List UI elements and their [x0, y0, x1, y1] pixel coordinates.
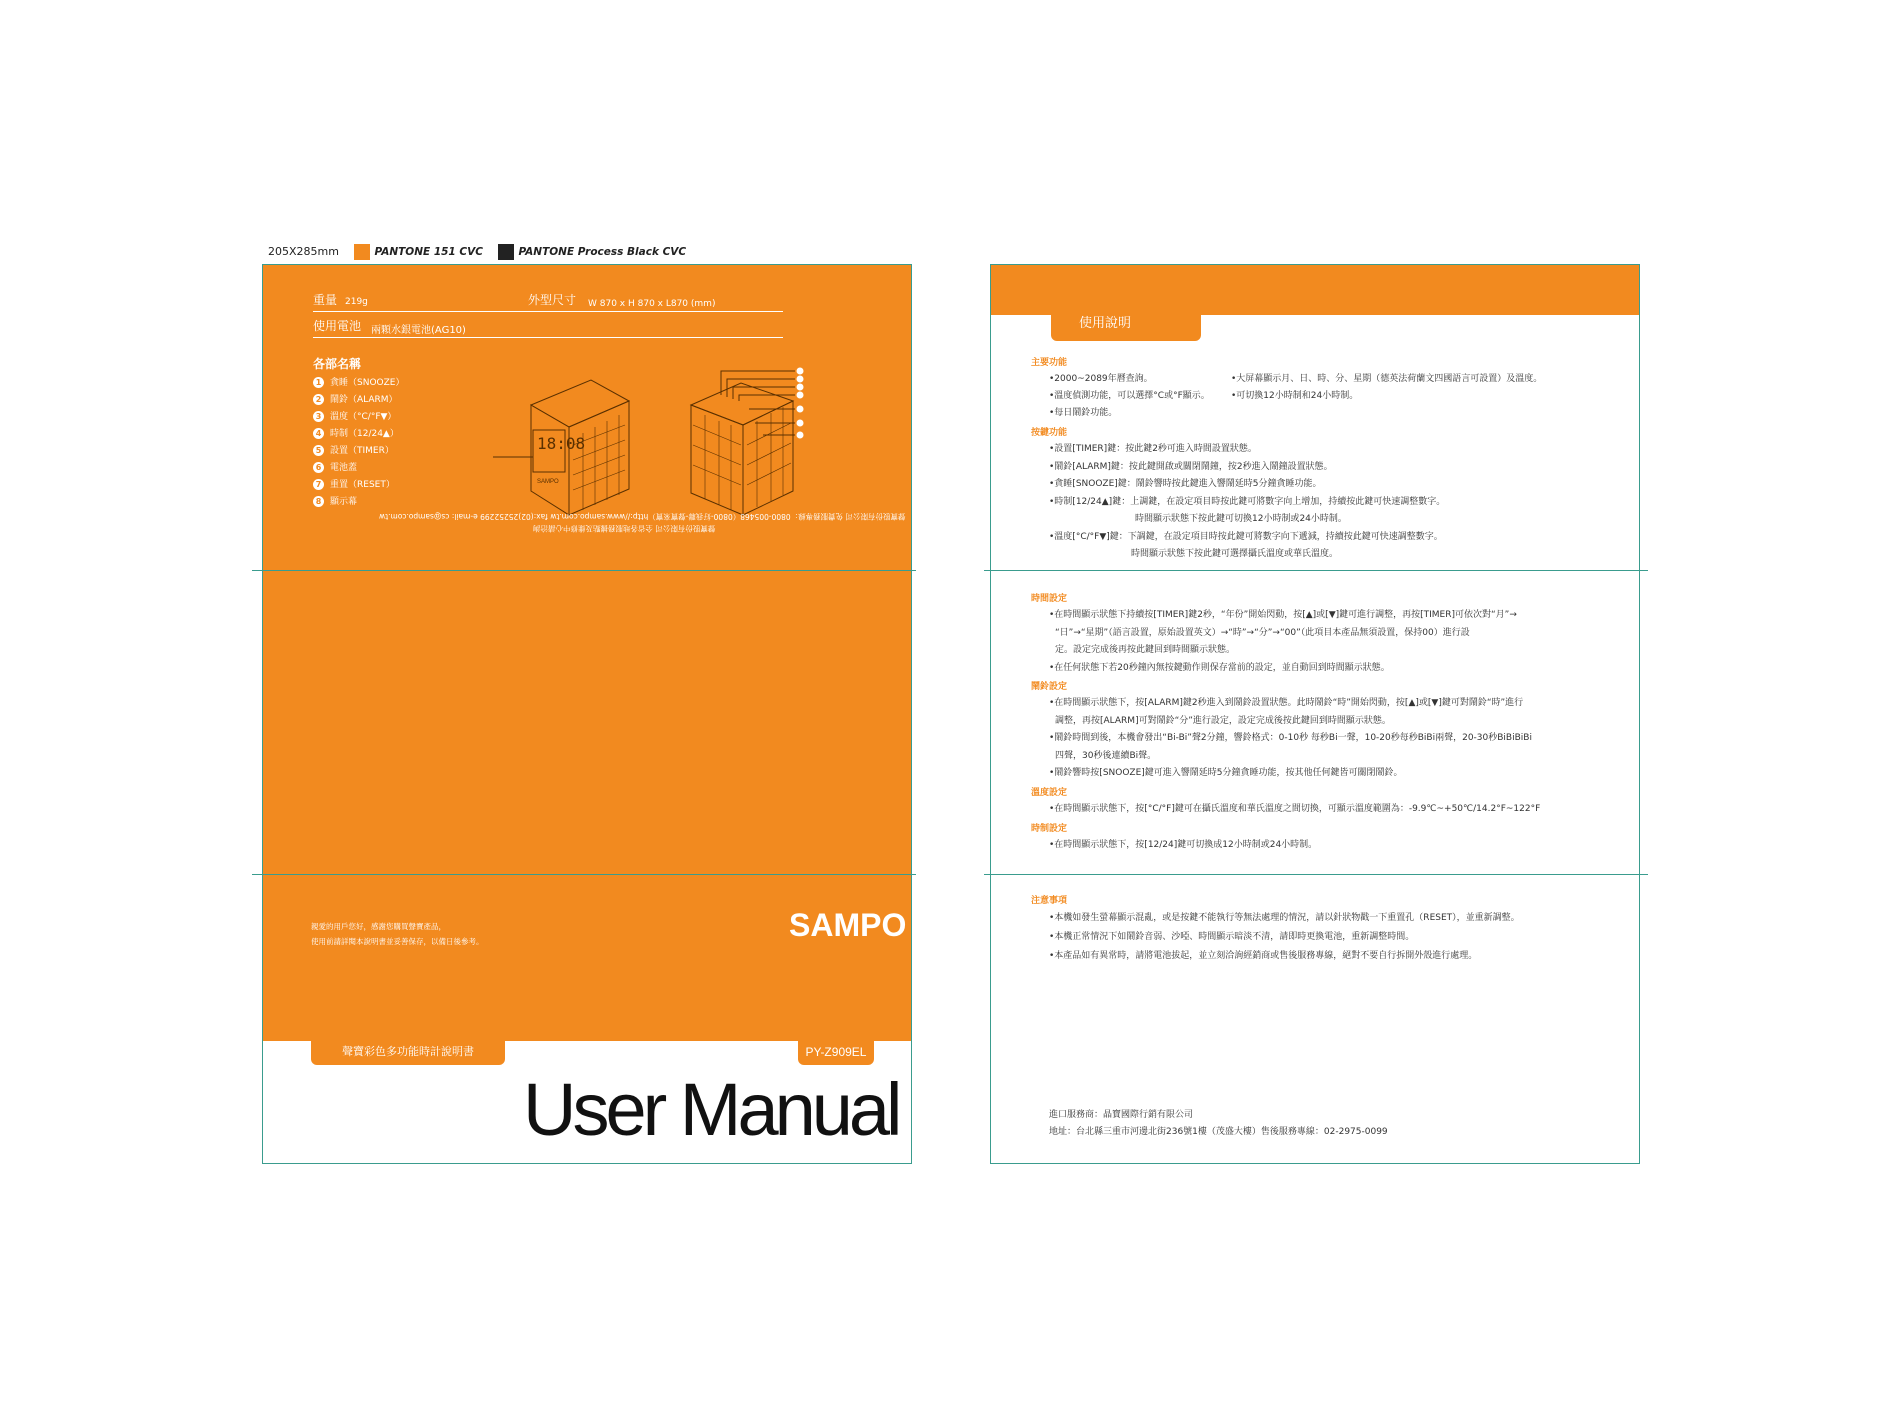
fold-line — [252, 570, 916, 571]
text-line: •在時間顯示狀態下持續按[TIMER]鍵2秒，“年份”開始閃動，按[▲]或[▼]鍵可進行調整，再按[TIMER]可依次對“月”→ — [1049, 610, 1517, 620]
text-line: •本機如發生螢幕顯示混亂，或是按鍵不能執行等無法處理的情況，請以針狀物戳一下重置孔（RESET），並重新調整。 — [1049, 913, 1520, 923]
main-functions-title: 主要功能 — [1031, 358, 1068, 368]
sampo-logo: SAMPO — [789, 907, 907, 943]
model-number-tab: PY-Z909EL — [798, 1041, 874, 1065]
hour-format-title: 時制設定 — [1031, 824, 1068, 834]
clock-display-text: 18:08 — [537, 434, 586, 453]
key-item: •設置[TIMER]鍵：按此鍵2秒可進入時間設置狀態。 — [1049, 444, 1257, 454]
cover-sheet — [262, 264, 912, 1164]
color-spec-bar — [268, 244, 686, 260]
upside-down-line-2: 聲寶股份有限公司 全省各地服務據點及維修中心請洽詢 — [533, 524, 716, 533]
fold-line — [252, 874, 916, 875]
product-title-tab: 聲寶彩色多功能時計說明書 — [311, 1041, 505, 1065]
battery-label: 使用電池 — [313, 319, 362, 333]
cover-notes — [311, 919, 484, 949]
notes-title: 注意事項 — [1031, 896, 1068, 906]
spec-divider — [313, 311, 783, 312]
part-item: 5 設置（TIMER） — [313, 443, 404, 460]
fold-line — [984, 570, 1648, 571]
function-item: •每日鬧鈴功能。 — [1049, 408, 1118, 418]
part-item: 6 電池蓋 — [313, 460, 404, 477]
text-line: •在時間顯示狀態下，按[°C/°F]鍵可在攝氏溫度和華氏溫度之間切換，可顯示溫度範圍為：-9.9℃~+50℃/14.2°F~122°F — [1049, 804, 1541, 814]
part-item: 7 重置（RESET） — [313, 477, 404, 494]
importer-info — [1049, 1107, 1388, 1141]
text-line: •在時間顯示狀態下，按[ALARM]鍵2秒進入到鬧鈴設置狀態。此時鬧鈴“時”開始閃動，按[▲]或[▼]鍵可對鬧鈴“時”進行 — [1049, 698, 1524, 708]
user-manual-title: User Manual — [523, 1068, 899, 1151]
black-swatch — [498, 244, 514, 260]
function-item: •溫度偵測功能，可以選擇°C或°F顯示。 — [1049, 391, 1210, 401]
part-item: 8 顯示幕 — [313, 494, 404, 511]
function-item: •大屏幕顯示月、日、時、分、星期（德英法荷蘭文四國語言可設置）及溫度。 — [1231, 374, 1543, 384]
weight-label: 重量 — [313, 293, 338, 307]
fold-line — [984, 874, 1648, 875]
clock-brand-text: SAMPO — [537, 479, 559, 485]
text-line: •本機正常情況下如鬧鈴音弱、沙啞、時間顯示暗淡不清，請即時更換電池，重新調整時間。 — [1049, 932, 1415, 942]
key-item: •貪睡[SNOOZE]鍵：鬧鈴響時按此鍵進入響鬧延時5分鐘貪睡功能。 — [1049, 479, 1322, 489]
orange-swatch — [354, 244, 370, 260]
weight-value: 219g — [345, 297, 368, 307]
text-line: 調整，再按[ALARM]可對鬧鈴“分”進行設定，設定完成後按此鍵回到時間顯示狀態。 — [1055, 715, 1391, 726]
parts-list — [313, 375, 404, 511]
time-setting-lines — [1049, 607, 1517, 677]
temperature-lines — [1049, 801, 1540, 819]
battery-value: 兩顆水銀電池(AG10) — [371, 325, 466, 336]
hour-format-lines — [1049, 837, 1317, 855]
function-item: •可切換12小時制和24小時制。 — [1231, 391, 1359, 401]
note-line: 親愛的用戶您好，感謝您購買聲寶產品， — [311, 922, 446, 931]
usage-instructions-tab: 使用說明 — [1051, 313, 1201, 341]
keys-title: 按鍵功能 — [1031, 428, 1068, 438]
part-item: 1 貪睡（SNOOZE） — [313, 375, 404, 392]
text-line: •鬧鈴時間到後，本機會發出“Bi-Bi”聲2分鐘，響鈴格式：0-10秒 每秒Bi一聲，10-20秒每秒BiBi兩聲，20-30秒BiBiBiBi — [1049, 733, 1532, 743]
text-line: •本產品如有異常時，請將電池拔起，並立刻洽詢經銷商或售後服務專線，絕對不要自行拆開外殼進行處理。 — [1049, 951, 1478, 961]
dims-value: W 870 x H 870 x L870 (mm) — [588, 299, 716, 309]
part-item: 3 溫度（°C/°F▼） — [313, 409, 404, 426]
text-line: •鬧鈴響時按[SNOOZE]鍵可進入響鬧延時5分鐘貪睡功能，按其他任何鍵皆可關閉鬧鈴。 — [1049, 768, 1403, 778]
main-functions-right — [1231, 371, 1542, 405]
text-line: “日”→“星期”（語言設置，原始設置英文）→“時”→“分”→“00”（此項目本產品無須設置，保持00）進行設 — [1055, 627, 1470, 638]
parts-title: 各部名稱 — [313, 357, 362, 371]
importer-line: 進口服務商：晶寶國際行銷有限公司 — [1049, 1110, 1194, 1120]
keys-list — [1049, 441, 1445, 564]
temperature-setting-title: 溫度設定 — [1031, 788, 1068, 798]
text-line: 四聲，30秒後連續Bi聲。 — [1055, 750, 1157, 761]
notes-lines — [1049, 909, 1520, 966]
text-line: •在任何狀態下若20秒鐘內無按鍵動作則保存當前的設定，並自動回到時間顯示狀態。 — [1049, 662, 1390, 673]
instructions-header-bar — [991, 265, 1639, 315]
text-line: 定。設定完成後再按此鍵回到時間顯示狀態。 — [1055, 645, 1236, 655]
part-item: 2 鬧鈴（ALARM） — [313, 392, 404, 409]
function-item: •2000~2089年曆查詢。 — [1049, 374, 1153, 384]
time-setting-title: 時間設定 — [1031, 594, 1068, 604]
key-item: •鬧鈴[ALARM]鍵：按此鍵開啟或關閉鬧鐘，按2秒進入鬧鐘設置狀態。 — [1049, 461, 1333, 472]
key-item: •時制[12/24▲]鍵：上調鍵，在設定項目時按此鍵可將數字向上增加，持續按此鍵可快速調整數字。 — [1049, 496, 1446, 507]
spec-divider — [313, 337, 783, 338]
dims-label: 外型尺寸 — [528, 293, 577, 307]
instructions-sheet — [990, 264, 1640, 1164]
key-item: 時間顯示狀態下按此鍵可選擇攝氏溫度或華氏溫度。 — [1131, 549, 1339, 559]
alarm-setting-title: 鬧鈴設定 — [1031, 682, 1068, 692]
main-functions-left — [1049, 371, 1210, 422]
key-item: •溫度[°C/°F▼]鍵：下調鍵，在設定項目時按此鍵可將數字向下遞減，持續按此鍵可快速調整數字。 — [1049, 531, 1443, 542]
alarm-setting-lines — [1049, 695, 1532, 783]
address-line: 地址：台北縣三重市河邊北街236號1樓（茂盛大樓）售後服務專線：02-2975-0099 — [1049, 1127, 1388, 1137]
clock-illustration — [493, 365, 893, 525]
text-line: •在時間顯示狀態下，按[12/24]鍵可切換成12小時制或24小時制。 — [1049, 840, 1318, 850]
sheet-size: 205X285mm — [268, 245, 339, 258]
note-line: 使用前請詳閱本說明書並妥善保存，以備日後參考。 — [311, 937, 484, 946]
cover-orange-panel — [263, 265, 911, 1041]
key-item: 時間顯示狀態下按此鍵可切換12小時制或24小時制。 — [1135, 514, 1347, 524]
color1-label: PANTONE 151 CVC — [374, 246, 483, 258]
color2-label: PANTONE Process Black CVC — [518, 246, 687, 258]
upside-down-line-1: 聲寶股份有限公司 免費服務專線：0800-005468（0800-好我聯-聲寶來寶）http://www.sampo.com.tw fax:(02)25252299 e-mail: cs@sampo.com.tw — [379, 512, 906, 521]
part-item: 4 時制（12/24▲） — [313, 426, 404, 443]
